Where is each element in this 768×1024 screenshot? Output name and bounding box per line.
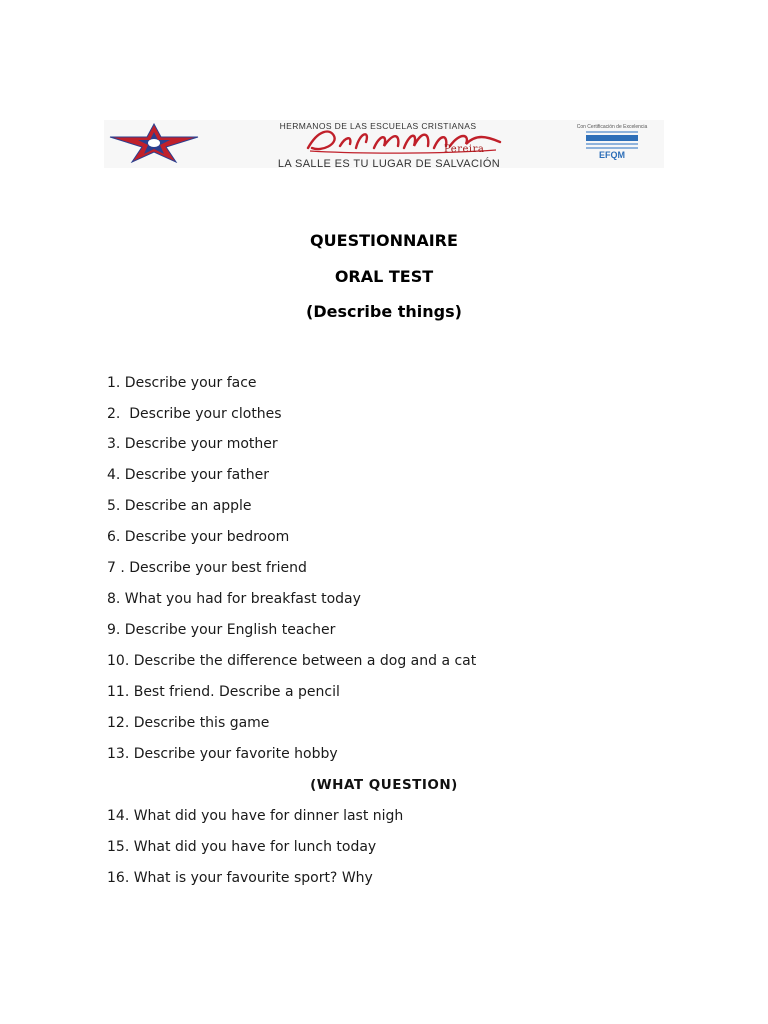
question-item: 1. Describe your face: [107, 375, 257, 391]
svg-text:EFQM: EFQM: [599, 150, 625, 160]
certification-text: Con Certificación de Excelencia: [576, 124, 648, 130]
question-item: 11. Best friend. Describe a pencil: [107, 684, 340, 700]
question-item: 4. Describe your father: [107, 467, 269, 483]
question-item: 7 . Describe your best friend: [107, 560, 307, 576]
question-item: 14. What did you have for dinner last nigh: [107, 808, 404, 824]
section-heading: (WHAT QUESTION): [310, 777, 458, 793]
question-item: 5. Describe an apple: [107, 498, 252, 514]
motto-text: LA SALLE ES TU LUGAR DE SALVACIÓN: [277, 158, 501, 168]
question-item: 10. Describe the difference between a dog and a cat: [107, 653, 477, 669]
question-item: 3. Describe your mother: [107, 436, 278, 452]
document-subtitle: ORAL TEST: [334, 267, 434, 286]
question-item: 15. What did you have for lunch today: [107, 839, 377, 855]
question-item: 9. Describe your English teacher: [107, 622, 336, 638]
question-item: 16. What is your favourite sport? Why: [107, 870, 373, 886]
document-topic: (Describe things): [306, 302, 462, 321]
question-item: 8. What you had for breakfast today: [107, 591, 361, 607]
document-title: QUESTIONNAIRE: [310, 231, 458, 250]
efqm-logo-icon: [584, 131, 640, 161]
star-logo-icon: [108, 123, 200, 163]
question-item: 2. Describe your clothes: [107, 406, 282, 422]
brothers-text: HERMANOS DE LAS ESCUELAS CRISTIANAS: [279, 121, 477, 131]
school-header-banner: [104, 120, 664, 168]
question-item: 13. Describe your favorite hobby: [107, 746, 338, 762]
city-text: Pereira: [444, 144, 485, 155]
question-item: 6. Describe your bedroom: [107, 529, 290, 545]
question-item: 12. Describe this game: [107, 715, 270, 731]
